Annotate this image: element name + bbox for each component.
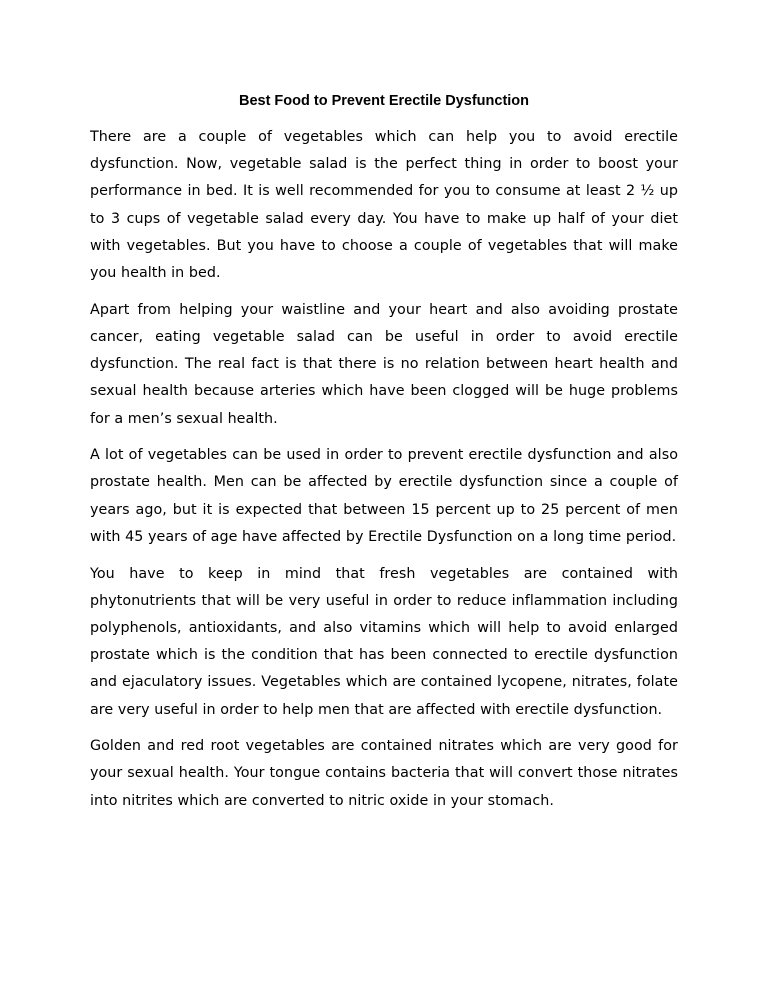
paragraph: Apart from helping your waistline and your heart and also avoiding prostate cancer, eating vegetable salad can be useful in order to avoid erectile dysfunction. The real fact is that there is no relation between heart health and sexual health because arteries which have been clogged will be huge problems for a men’s sexual health. — [90, 301, 678, 427]
paragraph: There are a couple of vegetables which can help you to avoid erectile dysfunction. Now, vegetable salad is the perfect thing in order to boost your performance in bed. It is well recommended for you to consume at least 2 ½ up to 3 cups of vegetable salad every day. You have to make up half of your diet with vegetables. But you have to choose a couple of vegetables that will make you health in bed. — [90, 129, 678, 282]
document-title: Best Food to Prevent Erectile Dysfunction — [238, 93, 530, 109]
paragraph: A lot of vegetables can be used in order to prevent erectile dysfunction and also prostate health. Men can be affected by erectile dysfunction since a couple of years ago, but it is expected that between 15 percent up to 25 percent of men with 45 years of age have affected by Erectile Dysfunction on a long time period. — [90, 447, 678, 545]
paragraph: You have to keep in mind that fresh vegetables are contained with phytonutrients that will be very useful in order to reduce inflammation including polyphenols, antioxidants, and also vitamins which will help to avoid enlarged prostate which is the condition that has been connected to erectile dysfunction and ejaculatory issues. Vegetables which are contained lycopene, nitrates, folate are very useful in order to help men that are affected with erectile dysfunction. — [90, 565, 678, 718]
paragraph: Golden and red root vegetables are contained nitrates which are very good for your sexual health. Your tongue contains bacteria that will convert those nitrates into nitrites which are converted to nitric oxide in your stomach. — [90, 738, 678, 809]
document-body — [90, 124, 678, 824]
